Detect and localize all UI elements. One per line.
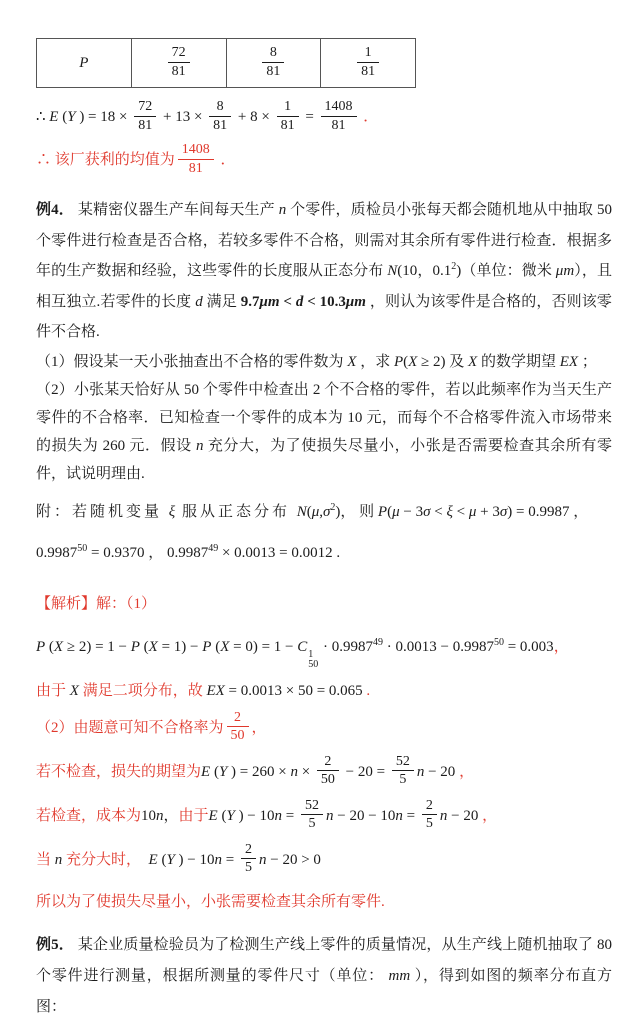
math-run: μm: [259, 293, 280, 310]
text-run: ) = 18 ×: [75, 108, 132, 125]
math-run: μ: [311, 503, 320, 520]
fraction: $\frac{72}{81}$: [168, 45, 190, 79]
text-run: (: [45, 638, 54, 655]
math-run: X: [53, 638, 64, 655]
text-run: (: [211, 638, 221, 655]
text-run: （2）小张某天恰好从 50 个零件中检查出 2 个不合格的零件，若以此频率作为当天生产零件的不合格率．已知检查一个零件的成本为 10 元，而每个不合格零件流入市场带来的损失为 260 元．假设: [36, 381, 612, 454]
math-run: Y: [218, 763, 228, 780]
solution-no-inspection-expectation: [36, 752, 612, 792]
math-run: mm: [388, 967, 411, 984]
text-run: ，: [478, 807, 498, 824]
math-run: n: [395, 807, 403, 824]
fraction: $\frac{52}{5}$: [392, 754, 414, 788]
superscript: 2: [451, 261, 457, 272]
math-run: n: [156, 807, 164, 824]
text-run: ) = 0.9987 ，: [507, 503, 589, 520]
math-run: E: [208, 807, 218, 824]
text-run: ），得到如图的频率分布直方图：: [36, 967, 612, 1015]
text-run: ；: [578, 353, 597, 370]
superscript: 50: [493, 636, 504, 648]
solution-inspection-cost: [36, 796, 612, 836]
fraction: $\frac{2}{5}$: [422, 798, 437, 832]
text-run: （1）假设某一天小张抽查出不合格的零件数为: [36, 353, 348, 370]
probability-distribution-table: [36, 38, 416, 88]
solution-part2-defect-rate: [36, 709, 612, 747]
fraction: $\frac{2}{50}$: [317, 754, 339, 788]
math-run: μ: [392, 503, 400, 520]
text-run: )， 则: [335, 503, 378, 520]
text-run: 若不检查，损失的期望为: [36, 763, 202, 780]
text-run: = 0.9370 ， 0.9987: [87, 544, 209, 561]
math-run: X: [408, 353, 418, 370]
fraction: $\frac{8}{81}$: [209, 99, 231, 133]
text-run: 例5．: [36, 936, 74, 953]
text-run: 当: [36, 851, 55, 868]
text-run: − 20: [447, 807, 479, 824]
text-run: 9.7: [240, 293, 260, 310]
text-run: − 20 > 0: [266, 851, 321, 868]
math-run: Y: [67, 108, 76, 125]
fraction: $\frac{1408}{81}$: [321, 99, 357, 133]
math-run: ξ: [446, 503, 453, 520]
solution-binomial-expectation: [36, 680, 612, 702]
math-run: d: [295, 293, 304, 310]
text-run: (: [403, 353, 409, 370]
text-run: 10: [141, 807, 157, 824]
text-run: (10，0.1: [397, 263, 452, 279]
text-run: <: [279, 293, 296, 310]
text-run: =: [282, 807, 298, 824]
text-run: + 13 ×: [159, 108, 207, 125]
text-run: ），且相互独立.若零件的长度: [36, 263, 612, 310]
text-run: < 10.3: [303, 293, 346, 310]
solution-conclusion: [36, 889, 612, 915]
text-run: 某精密仪器生产车间每天生产: [73, 202, 279, 218]
text-run: (: [58, 108, 68, 125]
row-label-p: P: [79, 54, 89, 71]
math-run: X: [347, 353, 357, 370]
text-run: 满足二项分布，故: [78, 682, 207, 699]
text-run: 由于: [178, 807, 209, 824]
text-run: = 0) = 1 −: [229, 638, 298, 655]
text-run: 解：（1）: [96, 595, 157, 612]
superscript: 49: [373, 636, 383, 648]
superscript: 2: [330, 501, 336, 513]
analysis-header: [36, 593, 612, 615]
math-run: n: [214, 851, 223, 868]
text-run: ) − 10: [174, 851, 215, 868]
math-run: X: [468, 353, 478, 370]
text-run: ∴: [36, 108, 50, 125]
text-run: (: [217, 807, 227, 824]
text-run: (: [157, 851, 167, 868]
math-run: μm: [555, 263, 575, 279]
text-run: =: [222, 851, 238, 868]
text-run: − 3: [399, 503, 424, 520]
example4-question1: [36, 348, 612, 376]
math-run: P: [130, 638, 140, 655]
text-run: 由于: [36, 682, 70, 699]
math-run: P: [393, 353, 404, 370]
text-run: × 0.0013 = 0.0012 .: [218, 544, 341, 561]
text-run: ．: [359, 108, 379, 125]
note-reference-values: [36, 542, 612, 564]
text-run: (: [210, 763, 219, 780]
table-cell: [321, 39, 416, 88]
text-run: 若检查，成本为: [36, 807, 142, 824]
text-run: .: [362, 682, 371, 699]
math-run: n: [278, 202, 287, 218]
fraction: $\frac{52}{5}$: [301, 798, 323, 832]
math-run: n: [54, 851, 63, 868]
text-run: − 20 − 10: [333, 807, 396, 824]
math-run: d: [195, 293, 203, 310]
text-run: + 8 ×: [234, 108, 274, 125]
text-run: + 3: [476, 503, 500, 520]
math-run: μ: [468, 503, 477, 520]
text-run: ，: [455, 763, 475, 780]
text-run: − 20 =: [341, 763, 389, 780]
math-run: E: [201, 763, 211, 780]
math-run: Y: [166, 851, 175, 868]
text-run: 所以为了使损失尽量小，小张需要检查其余所有零件.: [36, 893, 385, 910]
text-run: 充分大时，: [62, 851, 149, 868]
text-run: ) = 260 ×: [227, 763, 291, 780]
text-run: <: [430, 503, 447, 520]
text-run: ，求: [356, 353, 394, 370]
table-row: [37, 39, 416, 88]
fraction: $\frac{1}{81}$: [357, 45, 379, 79]
table-cell: [131, 39, 226, 88]
text-run: ，: [251, 719, 267, 736]
math-run: E: [49, 108, 59, 125]
text-run: ，则认为该零件是合格的，否则该零件不合格.: [36, 293, 612, 340]
text-run: 【解析】: [36, 595, 97, 612]
text-run: 充分大，为了使损失尽量小，小张是否需要检查其余所有零件，试说明理由.: [36, 437, 612, 482]
math-run: N: [296, 503, 307, 520]
math-run: μm: [345, 293, 366, 310]
math-run: n: [416, 763, 425, 780]
text-run: − 20: [424, 763, 456, 780]
math-run: ξ: [168, 503, 176, 520]
text-run: ≥ 2): [417, 353, 446, 370]
expectation-formula: [36, 96, 612, 138]
text-run: )（单位：微米: [456, 263, 556, 279]
fraction: $\frac{8}{81}$: [262, 45, 284, 79]
math-run: σ: [423, 503, 431, 520]
text-run: = 0.0013 × 50 = 0.065: [224, 682, 363, 699]
text-run: ，: [163, 807, 179, 824]
solution-large-n-inequality: [36, 840, 612, 880]
text-run: ,: [319, 503, 324, 520]
text-run: =: [402, 807, 419, 824]
text-run: ≥ 2) = 1 −: [63, 638, 131, 655]
text-run: · 0.0013 − 0.9987: [383, 638, 494, 655]
normal-distribution-note: [36, 499, 612, 525]
math-run: n: [274, 807, 283, 824]
text-run: = 1) −: [157, 638, 203, 655]
text-run: (: [306, 503, 312, 520]
math-run: N: [387, 263, 398, 279]
math-run: X: [69, 682, 79, 699]
math-run: P: [36, 638, 46, 655]
example4-problem: [36, 195, 612, 348]
text-run: 附：若随机变量: [36, 503, 169, 520]
fraction: $\frac{72}{81}$: [134, 99, 156, 133]
text-run: ．: [216, 151, 236, 168]
text-run: （2）由题意可知不合格率为: [36, 719, 224, 736]
math-run: EX: [559, 353, 579, 370]
text-run: 服从正态分布: [175, 503, 297, 520]
superscript: 50: [77, 542, 88, 554]
example4-question2: [36, 376, 612, 488]
text-run: 0.9987: [36, 544, 78, 561]
profit-mean-statement: [36, 140, 612, 180]
fraction: $\frac{2}{50}$: [227, 710, 249, 744]
text-run: 及: [445, 353, 469, 370]
text-run: ×: [297, 763, 314, 780]
text-run: 个零件，质检员小张每天都会随机地从中抽取 50 个零件进行检查是否合格，若较多零件不合格，则需对其余所有零件进行检查．根据多年的生产数据和经验，这些零件的长度服从正态分布: [36, 202, 612, 279]
combination-symbol: C 1 50: [297, 638, 319, 670]
text-run: ，: [553, 638, 569, 655]
table-cell-p-label: [37, 39, 132, 88]
math-run: n: [196, 437, 204, 454]
math-run: E: [148, 851, 158, 868]
example5-problem: [36, 930, 612, 1023]
math-run: Y: [226, 807, 235, 824]
math-run: X: [148, 638, 158, 655]
text-run: 满足: [202, 293, 241, 310]
fraction: $\frac{2}{5}$: [241, 842, 256, 876]
text-run: =: [301, 108, 318, 125]
text-run: (: [387, 503, 393, 520]
superscript: 49: [208, 542, 219, 554]
math-run: σ: [499, 503, 508, 520]
text-run: ) − 10: [234, 807, 275, 824]
fraction: $\frac{1}{81}$: [277, 99, 299, 133]
math-run: X: [220, 638, 230, 655]
math-run: σ: [323, 503, 331, 520]
text-run: · 0.9987: [319, 638, 373, 655]
solution-probability-formula: [36, 636, 612, 671]
text-run: = 0.003: [503, 638, 554, 655]
text-run: 例4．: [36, 202, 74, 218]
text-run: (: [139, 638, 149, 655]
text-run: 某企业质量检验员为了检测生产线上零件的质量情况，从生产线上随机抽取了 80 个零件进行测量，根据所测量的零件尺寸（单位：: [36, 936, 612, 984]
math-run: P: [377, 503, 388, 520]
math-run: n: [258, 851, 267, 868]
text-run: <: [452, 503, 469, 520]
fraction: $\frac{1408}{81}$: [178, 142, 214, 176]
text-run: 的数学期望: [477, 353, 560, 370]
text-run: ∴ 该厂获利的均值为: [36, 151, 175, 168]
table-cell: [226, 39, 321, 88]
math-run: P: [202, 638, 212, 655]
math-run: n: [326, 807, 334, 824]
math-run: EX: [206, 682, 225, 699]
math-run: n: [439, 807, 448, 824]
math-run: n: [290, 763, 298, 780]
